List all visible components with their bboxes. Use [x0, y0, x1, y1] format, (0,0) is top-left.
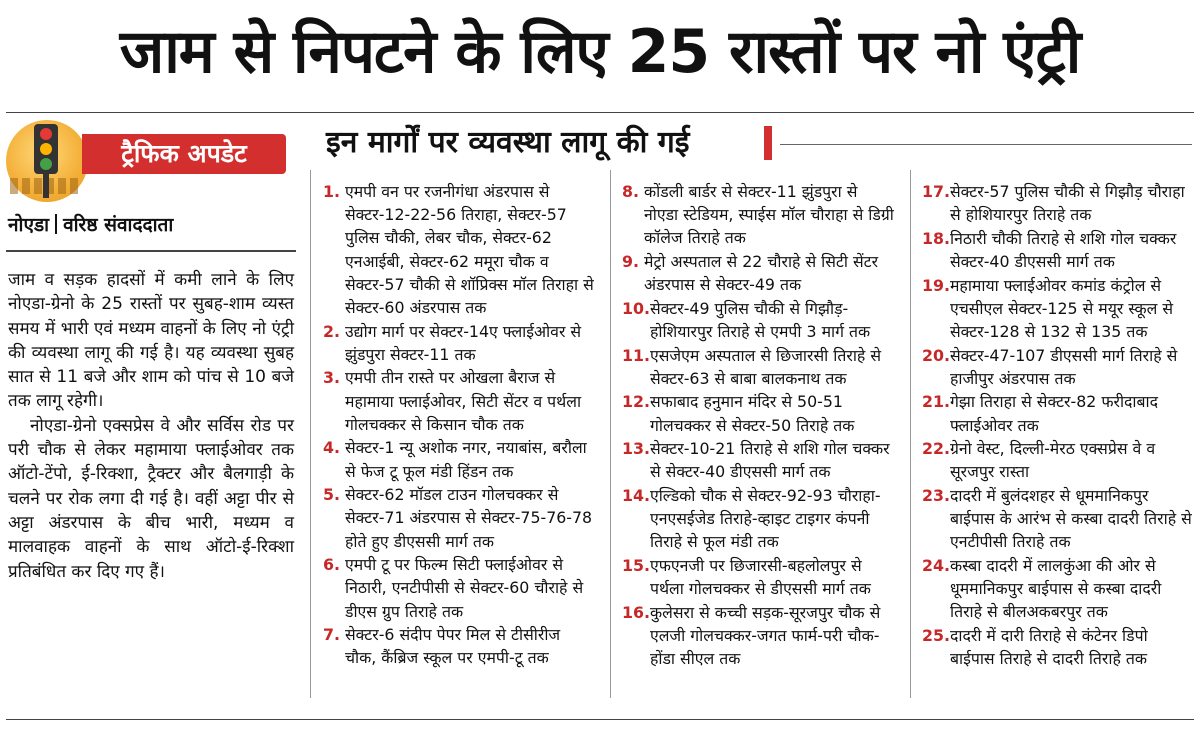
traffic-light-icon — [6, 120, 88, 202]
route-description: एसजेएम अस्पताल से छिजारसी तिराहे से सेक्टर-63 से बाबा बालकनाथ तक — [649, 345, 882, 388]
route-description: मेट्रो अस्पताल से 22 चौराहे से सिटी सेंटर अंडरपास से सेक्टर-49 तक — [644, 252, 879, 295]
green-lamp — [40, 158, 52, 170]
red-lamp — [40, 128, 52, 140]
route-number: 22. — [922, 439, 950, 459]
route-number: 3. — [323, 368, 340, 388]
route-number: 19. — [922, 275, 950, 295]
route-description: सेक्टर-6 संदीप पेपर मिल से टीसीरीज चौक, कैंब्रिज स्कूल पर एमपी-टू तक — [345, 625, 561, 668]
route-description: सेक्टर-1 न्यू अशोक नगर, नयाबांस, बरौला से फेज टू फूल मंडी हिंडन तक — [345, 438, 587, 481]
route-description: सेक्टर-47-107 डीएससी मार्ग तिराहे से हाजीपुर अंडरपास तक — [949, 345, 1178, 388]
routes-column-3 — [922, 180, 1194, 671]
route-description: कस्बा दादरी में लालकुंआ की ओर से धूममानिकपुर बाईपास से कस्बा दादरी तिराहे से बीलअकबरपुर तक — [949, 555, 1162, 622]
route-item — [922, 437, 1194, 483]
route-description: उद्योग मार्ग पर सेक्टर-14ए फ्लाईओवर से झुंडपुरा सेक्टर-11 तक — [345, 321, 582, 364]
route-number: 5. — [323, 485, 340, 505]
route-item — [622, 601, 894, 671]
route-number: 18. — [922, 228, 950, 248]
heading-accent-bar — [764, 126, 772, 160]
route-item — [622, 484, 894, 554]
route-description: सेक्टर-10-21 तिराहे से शशि गोल चक्कर से सेक्टर-40 डीएससी मार्ग तक — [649, 439, 890, 482]
article-paragraph-2: नोएडा-ग्रेनो एक्सप्रेस वे और सर्विस रोड पर परी चौक से लेकर महामाया फ्लाईओवर तक ऑटो-टेंपो, ई-रिक्शा, ट्रैक्टर और बैलगाड़ी के चलने पर रोक लगा दी गई है। वहीं अट्टा पीर से अट्टा अंडरपास के बीच भारी, मध्यम व मालवाहक वाहनों के साथ ऑटो-ई-रिक्शा प्रतिबंधित कर दिए गए हैं। — [8, 415, 294, 582]
route-item — [622, 554, 894, 600]
route-item — [622, 344, 894, 390]
route-number: 16. — [622, 602, 650, 622]
route-item — [323, 180, 595, 319]
route-number: 17. — [922, 182, 950, 201]
route-number: 7. — [323, 625, 340, 645]
heading-rule — [780, 144, 1192, 145]
route-number: 25. — [922, 625, 950, 645]
route-number: 8. — [622, 182, 639, 201]
route-description: निठारी चौकी तिराहे से शशि गोल चक्कर सेक्टर-40 डीएससी मार्ग तक — [949, 228, 1177, 271]
route-number: 6. — [323, 555, 340, 575]
route-description: एल्डिको चौक से सेक्टर-92-93 चौराहा-एनएसईजेड तिराहे-व्हाइट टाइगर कंपनी तिराहे से फूल मंडी तक — [649, 485, 881, 552]
route-number: 1. — [323, 182, 340, 201]
byline-separator — [55, 214, 57, 234]
route-description: गेझा तिराहा से सेक्टर-82 फरीदाबाद फ्लाईओवर तक — [949, 392, 1159, 435]
route-number: 12. — [622, 392, 650, 412]
byline-place: नोएडा — [8, 214, 50, 236]
route-description: एमपी वन पर रजनीगंधा अंडरपास से सेक्टर-12-22-56 तिराहा, सेक्टर-57 पुलिस चौकी, लेबर चौक, सेक्टर-62 एनआईबी, सेक्टर-62 ममूरा चौक व सेक्टर-57 चौकी से शॉप्रिक्स मॉल तिराहा से सेक्टर-60 अंडरपास तक — [345, 182, 594, 318]
route-description: कुलेसरा से कच्ची सड़क-सूरजपुर चौक से एलजी गोलचक्कर-जगत फार्म-परी चौक-होंडा सीएल तक — [649, 602, 881, 669]
route-number: 24. — [922, 555, 950, 575]
route-number: 23. — [922, 485, 950, 505]
route-description: दादरी में बुलंदशहर से धूममानिकपुर बाईपास के आरंभ से कस्बा दादरी तिराहे से एनटीपीसी तिराहे तक — [949, 485, 1192, 552]
column-divider — [610, 170, 611, 698]
route-item — [922, 274, 1194, 344]
route-description: महामाया फ्लाईओवर कमांड कंट्रोल से एचसीएल सेक्टर-125 से मयूर स्कूल से सेक्टर-128 से 132 से 135 तक — [949, 275, 1174, 341]
route-number: 4. — [323, 438, 340, 458]
route-description: एमपी तीन रास्ते पर ओखला बैराज से महामाया फ्लाईओवर, सिटी सेंटर व पर्थला गोलचक्कर से किसान चौक तक — [345, 368, 582, 434]
route-item — [922, 484, 1194, 554]
bottom-divider — [6, 719, 1194, 720]
route-number: 15. — [622, 555, 650, 575]
route-description: कोंडली बार्डर से सेक्टर-11 झुंडपुरा से नोएडा स्टेडियम, स्पाईस मॉल चौराहा से डिग्री कॉलेज तिराहे तक — [644, 182, 894, 248]
section-badge — [6, 120, 286, 198]
route-number: 14. — [622, 485, 650, 505]
route-item — [622, 250, 894, 296]
routes-column-2 — [622, 180, 894, 671]
route-number: 21. — [922, 392, 950, 412]
route-description: एफएनजी पर छिजारसी-बहलोलपुर से पर्थला गोलचक्कर से डीएससी मार्ग तक — [649, 555, 871, 599]
route-number: 2. — [323, 321, 340, 341]
column-divider — [910, 170, 911, 698]
route-item — [323, 623, 595, 669]
route-number: 20. — [922, 345, 950, 365]
article-body — [8, 268, 294, 584]
route-number: 13. — [622, 439, 650, 459]
headline-divider — [6, 112, 1194, 113]
route-number: 10. — [622, 298, 650, 318]
amber-lamp — [40, 143, 52, 155]
byline-divider — [6, 250, 296, 252]
route-description: एमपी टू पर फिल्म सिटी फ्लाईओवर से निठारी, एनटीपीसी से सेक्टर-60 चौराहे से डीएस ग्रुप तिराहे तक — [345, 555, 584, 621]
route-description: दादरी में दारी तिराहे से कंटेनर डिपो बाईपास तिराहे से दादरी तिराहे तक — [949, 625, 1148, 669]
route-number: 11. — [622, 345, 650, 365]
route-item — [323, 320, 595, 366]
route-description: सफाबाद हनुमान मंदिर से 50-51 गोलचक्कर से सेक्टर-50 तिराहे तक — [649, 392, 855, 435]
column-divider — [310, 170, 311, 698]
routes-heading: इन मार्गों पर व्यवस्था लागू की गई — [326, 125, 690, 160]
route-description: सेक्टर-49 पुलिस चौकी से गिझौड़-होशियारपुर तिराहे से एमपी 3 मार्ग तक — [649, 298, 871, 341]
route-number: 9. — [622, 252, 639, 271]
route-description: ग्रेनो वेस्ट, दिल्ली-मेरठ एक्सप्रेस वे व सूरजपुर रास्ता — [949, 439, 1156, 482]
route-item — [323, 366, 595, 436]
route-item — [922, 390, 1194, 436]
route-item — [622, 297, 894, 343]
route-item — [922, 624, 1194, 670]
route-item — [323, 436, 595, 482]
traffic-light-housing — [34, 124, 58, 174]
routes-column-1 — [323, 180, 595, 670]
route-description: सेक्टर-57 पुलिस चौकी से गिझौड़ चौराहा से होशियारपुर तिराहे तक — [949, 182, 1185, 225]
route-item — [622, 437, 894, 483]
route-item — [622, 180, 894, 250]
headline: जाम से निपटने के लिए 25 रास्तों पर नो एंट्री — [119, 17, 1081, 87]
byline-reporter: वरिष्ठ संवाददाता — [63, 214, 174, 236]
route-item — [922, 180, 1194, 226]
route-item — [323, 553, 595, 623]
article-paragraph-1: जाम व सड़क हादसों में कमी लाने के लिए नोएडा-ग्रेनो के 25 रास्तों पर सुबह-शाम व्यस्त समय में भारी एवं मध्यम वाहनों के लिए नो एंट्री की व्यवस्था लागू की गई है। यह व्यवस्था सुबह सात से 11 बजे और शाम को पांच से 10 बजे तक लागू रहेगी। — [8, 270, 294, 412]
route-item — [922, 554, 1194, 624]
route-item — [323, 483, 595, 553]
byline — [8, 212, 298, 238]
route-description: सेक्टर-62 मॉडल टाउन गोलचक्कर से सेक्टर-71 अंडरपास से सेक्टर-75-76-78 होते हुए डीएससी मार्ग तक — [345, 485, 593, 551]
route-item — [922, 344, 1194, 390]
route-item — [622, 390, 894, 436]
section-badge-label: ट्रैफिक अपडेट — [82, 134, 286, 174]
route-item — [922, 227, 1194, 273]
